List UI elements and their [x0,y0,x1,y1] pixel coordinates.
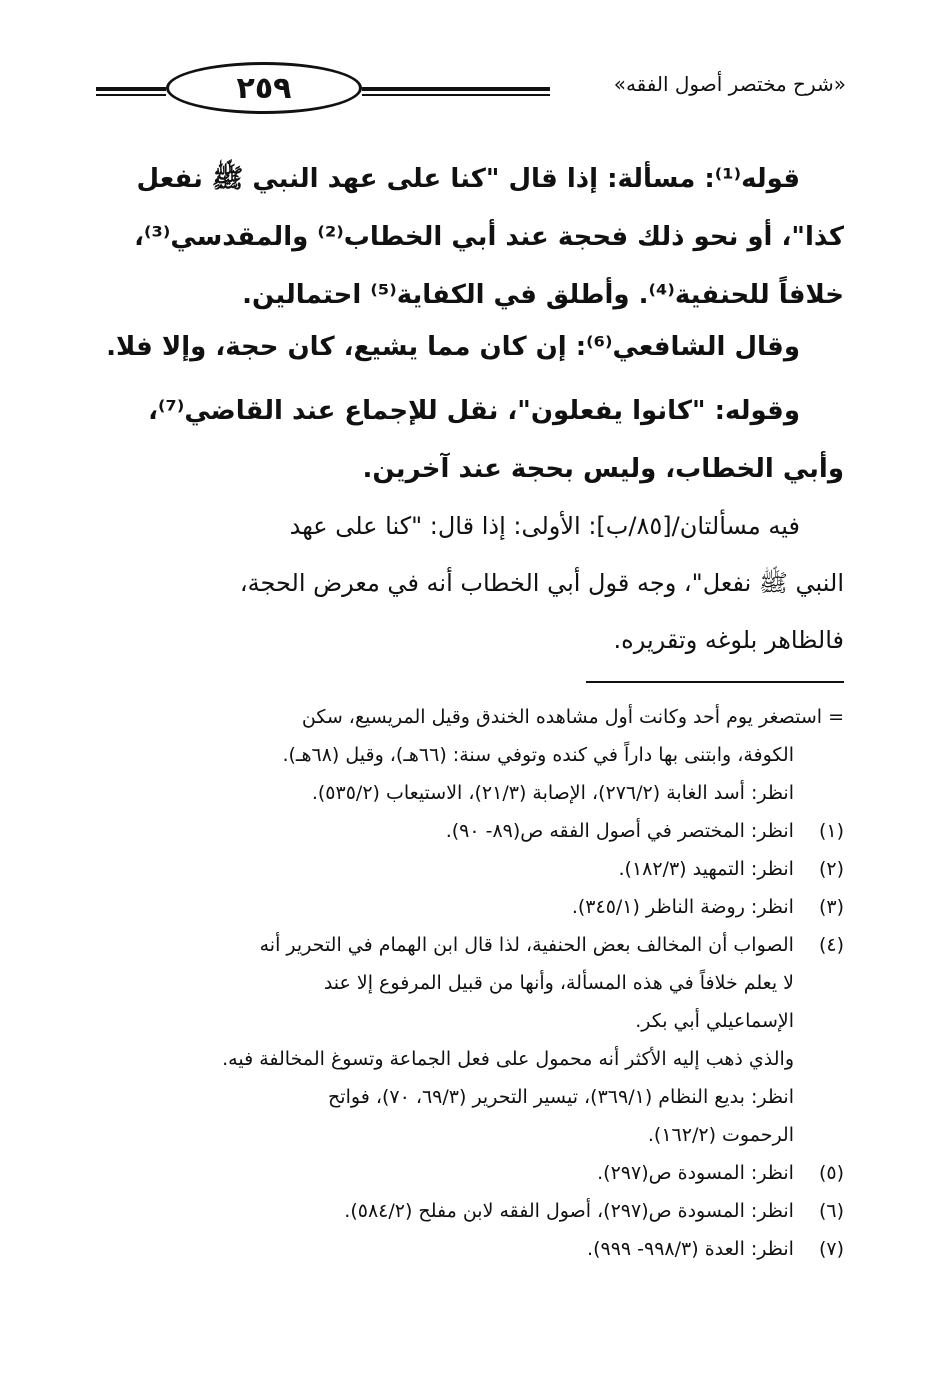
footnote-number: (٧) [818,1238,844,1260]
running-title: «شرح مختصر أصول الفقه» [613,72,846,96]
text-line: خلافاً للحنفية⁽⁴⁾. وأطلق في الكفاية⁽⁵⁾ احتمالين. [242,280,844,310]
page-header [96,58,846,118]
page-number: ٢٥٩ [166,62,362,114]
footnote-text: الصواب أن المخالف بعض الحنفية، لذا قال ابن الهمام في التحرير أنه [259,934,794,956]
footnote-7 [96,1230,844,1268]
header-rule-left [96,87,166,96]
footnote-text: انظر: المختصر في أصول الفقه ص(٨٩- ٩٠). [445,820,794,842]
footnote-5 [96,1154,844,1192]
footnote-text: انظر: المسودة ص(٢٩٧)، أصول الفقه لابن مفلح (٥٨٤/٢). [344,1200,794,1222]
footnote-text: انظر: التمهيد (١٨٢/٣). [618,858,794,880]
text-line: وقال الشافعي⁽⁶⁾: إن كان مما يشيع، كان حجة، وإلا فلا. [106,332,800,362]
footnote-number: (٢) [818,858,844,880]
footnote-separator [586,681,844,683]
footnote-1 [96,812,844,850]
text-line: وأبي الخطاب، وليس بحجة عند آخرين. [362,454,844,484]
footnote-carry-line: انظر: أسد الغابة (٢٧٦/٢)، الإصابة (٢١/٣)، الاستيعاب (٥٣٥/٢). [311,782,794,804]
footnote-text: انظر: المسودة ص(٢٩٧). [597,1162,794,1184]
footnote-text: انظر: العدة (٩٩٨/٣- ٩٩٩). [587,1238,794,1260]
footnotes [96,698,844,1268]
footnote-6 [96,1192,844,1230]
footnote-number: (٦) [818,1200,844,1222]
footnote-text: الإسماعيلي أبي بكر. [635,1010,794,1032]
footnote-4 [96,926,844,964]
text-line: فيه مسألتان/[٨٥/ب]: الأولى: إذا قال: "كنا على عهد [289,512,800,540]
paragraph-1 [96,150,844,324]
footnote-text: انظر: روضة الناظر (٣٤٥/١). [571,896,794,918]
text-line: وقوله: "كانوا يفعلون"، نقل للإجماع عند القاضي⁽⁷⁾، [148,396,800,426]
footnote-text: الرحموت (١٦٢/٢). [647,1124,794,1146]
header-rule-right [362,87,550,96]
text-line: النبي ﷺ نفعل"، وجه قول أبي الخطاب أنه في معرض الحجة، [239,569,844,597]
footnote-text: والذي ذهب إليه الأكثر أنه محمول على فعل الجماعة وتسوغ المخالفة فيه. [222,1048,794,1070]
footnote-number: (١) [818,820,844,842]
footnote-number: (٣) [818,896,844,918]
footnote-text: لا يعلم خلافاً في هذه المسألة، وأنها من قبيل المرفوع إلا عند [323,972,794,994]
footnote-number: (٥) [818,1162,844,1184]
footnote-text: انظر: بديع النظام (٣٦٩/١)، تيسير التحرير (٦٩/٣، ٧٠)، فواتح [328,1086,794,1108]
paragraph-2 [96,318,844,376]
footnote-2 [96,850,844,888]
text-line: قوله⁽¹⁾: مسألة: إذا قال "كنا على عهد النبي ﷺ نفعل [136,164,800,194]
footnote-number: (٤) [818,934,844,956]
paragraph-4 [96,498,844,669]
footnote-3 [96,888,844,926]
text-line: كذا"، أو نحو ذلك فحجة عند أبي الخطاب⁽²⁾ والمقدسي⁽³⁾، [134,222,844,252]
footnote-carry-line: = استصغر يوم أحد وكانت أول مشاهده الخندق وقيل المريسيع، سكن [301,706,844,728]
paragraph-3 [96,382,844,498]
footnote-carry-line: الكوفة، وابتنى بها داراً في كنده وتوفي سنة: (٦٦هـ)، وقيل (٦٨هـ). [282,744,794,766]
text-line: فالظاهر بلوغه وتقريره. [613,626,844,654]
